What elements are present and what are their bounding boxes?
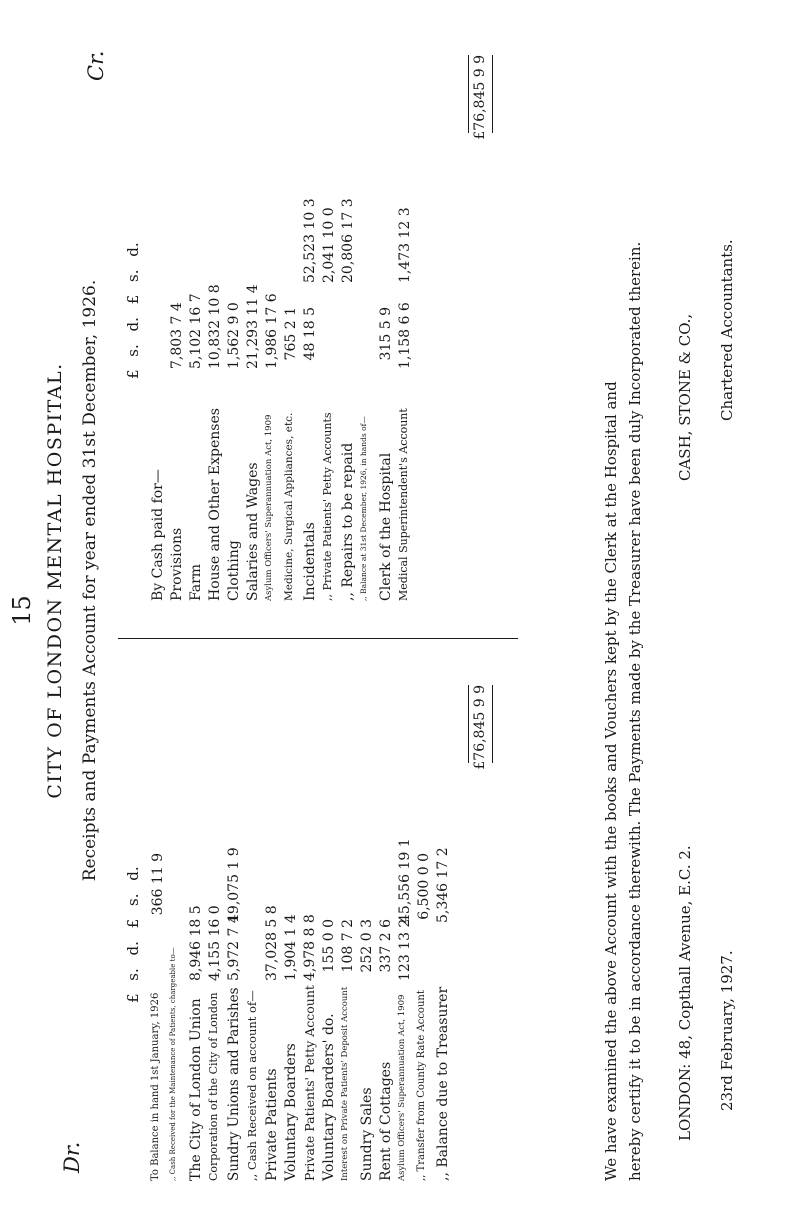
entry-subtotal: 52,523 10 3 <box>302 198 318 283</box>
entry-label: Sundry Sales <box>359 1087 375 1181</box>
receipts-total: £76,845 9 9 <box>472 685 488 770</box>
signatory-title: Chartered Accountants. <box>718 239 736 421</box>
entry-label: Salaries and Wages <box>245 462 261 601</box>
entry-label: ,, Cash Received on account of— <box>245 990 259 1181</box>
entry-label: Voluntary Boarders <box>283 1043 299 1181</box>
entry-subtotal: 6,500 0 0 <box>416 853 432 920</box>
credit-marker: Cr. <box>84 50 108 81</box>
entry-label: Medicine, Surgical Appliances, etc. <box>283 412 295 601</box>
entry-label: Provisions <box>169 527 185 601</box>
entry-subtotal: 366 11 9 <box>150 853 166 916</box>
entry-label: ,, Cash Received for the Maintenance of Patients, chargeable to— <box>169 947 177 1181</box>
entry-label: ,, Balance at 31st December, 1926, in hands of— <box>359 416 368 601</box>
entry-label: Farm <box>188 563 204 601</box>
address: LONDON: 48, Copthall Avenue, E.C. 2. <box>676 845 694 1141</box>
entry-label: Medical Superintendent's Account <box>397 408 410 601</box>
entry-subtotal: 5,346 17 2 <box>435 847 451 923</box>
payments-double-rule <box>492 55 493 133</box>
certificate-line-2: hereby certify it to be in accordance therewith. The Payments made by the Treasurer have been duly Incorporated therein. <box>626 241 644 1181</box>
certificate-line-1: We have examined the above Account with the books and Vouchers kept by the Clerk at the Hospital and <box>602 381 620 1181</box>
entry-amount: 21,293 11 4 <box>245 284 261 369</box>
debit-marker: Dr. <box>60 1141 84 1173</box>
date: 23rd February, 1927. <box>718 950 736 1111</box>
entry-label: Interest on Private Patients' Deposit Account <box>340 986 350 1181</box>
entry-amount: 337 2 6 <box>378 919 394 973</box>
entry-label: Rent of Cottages <box>378 1061 394 1181</box>
entry-label: House and Other Expenses <box>207 408 223 601</box>
entry-amount: 108 7 2 <box>340 919 356 973</box>
entry-label: Private Patients' Petty Account <box>302 985 317 1181</box>
entry-label: Corporation of the City of London <box>207 992 220 1181</box>
entry-amount: 4,155 16 0 <box>207 905 223 981</box>
entry-amount: 5,972 7 4 <box>226 914 242 981</box>
entry-label: ,, Private Patients' Petty Accounts <box>321 412 334 601</box>
receipts-double-rule <box>492 685 493 763</box>
entry-label: ,, Repairs to be repaid <box>340 442 356 601</box>
entry-amount: 10,832 10 8 <box>207 284 223 369</box>
entry-label: Asylum Officers' Superannuation Act, 1909 <box>397 994 407 1181</box>
entry-amount: 7,803 7 4 <box>169 302 185 369</box>
entry-amount: 1,562 9 0 <box>226 302 242 369</box>
entry-amount: 1,158 6 6 <box>397 302 413 369</box>
entry-amount: 155 0 0 <box>321 919 337 973</box>
entry-label: The City of London Union <box>188 998 204 1181</box>
entry-label: Incidentals <box>302 522 318 601</box>
entry-amount: 765 2 1 <box>283 307 299 361</box>
entry-amount: 4,978 8 8 <box>302 914 318 981</box>
page-number: 15 <box>8 595 36 626</box>
column-divider <box>118 638 518 639</box>
receipts-total-rule <box>468 685 469 763</box>
entry-amount: 315 5 9 <box>378 307 394 361</box>
entry-label: Private Patients <box>264 1068 280 1181</box>
document-title: CITY OF LONDON MENTAL HOSPITAL. <box>44 362 66 799</box>
entry-amount: 37,028 5 8 <box>264 905 280 981</box>
entry-subtotal: 19,075 1 9 <box>226 847 242 923</box>
receipts-column-headers: £ s. d. £ s. d. <box>124 866 142 1003</box>
entry-amount: 1,904 1 4 <box>283 914 299 981</box>
entry-subtotal: 45,556 19 1 <box>397 838 413 923</box>
entry-label: By Cash paid for— <box>150 469 166 601</box>
payments-total-rule <box>468 55 469 133</box>
signatory: CASH, STONE & CO., <box>676 313 694 481</box>
entry-label: Clothing <box>226 540 242 601</box>
entry-subtotal: 1,473 12 3 <box>397 207 413 283</box>
document-subtitle: Receipts and Payments Account for year ended 31st December, 1926. <box>80 279 100 882</box>
entry-subtotal: 20,806 17 3 <box>340 198 356 283</box>
payments-column-headers: £ s. d. £ s. d. <box>124 242 142 379</box>
entry-label: ,, Transfer from County Rate Account <box>416 990 427 1181</box>
entry-label: To Balance in hand 1st January, 1926 <box>150 992 161 1181</box>
entry-subtotal: 2,041 10 0 <box>321 207 337 283</box>
entry-amount: 252 0 3 <box>359 919 375 973</box>
entry-amount: 48 18 5 <box>302 307 318 361</box>
entry-amount: 5,102 16 7 <box>188 293 204 369</box>
entry-label: Voluntary Boarders' do. <box>321 1013 337 1181</box>
entry-amount: 1,986 17 6 <box>264 293 280 369</box>
entry-label: Sundry Unions and Parishes <box>226 987 242 1181</box>
entry-label: Clerk of the Hospital <box>378 452 394 601</box>
entry-amount: 8,946 18 5 <box>188 905 204 981</box>
payments-total: £76,845 9 9 <box>472 55 488 140</box>
entry-amount: 123 13 2 <box>397 918 413 981</box>
entry-label: Asylum Officers' Superannuation Act, 1909 <box>264 414 274 601</box>
entry-label: ,, Balance due to Treasurer <box>435 986 451 1181</box>
